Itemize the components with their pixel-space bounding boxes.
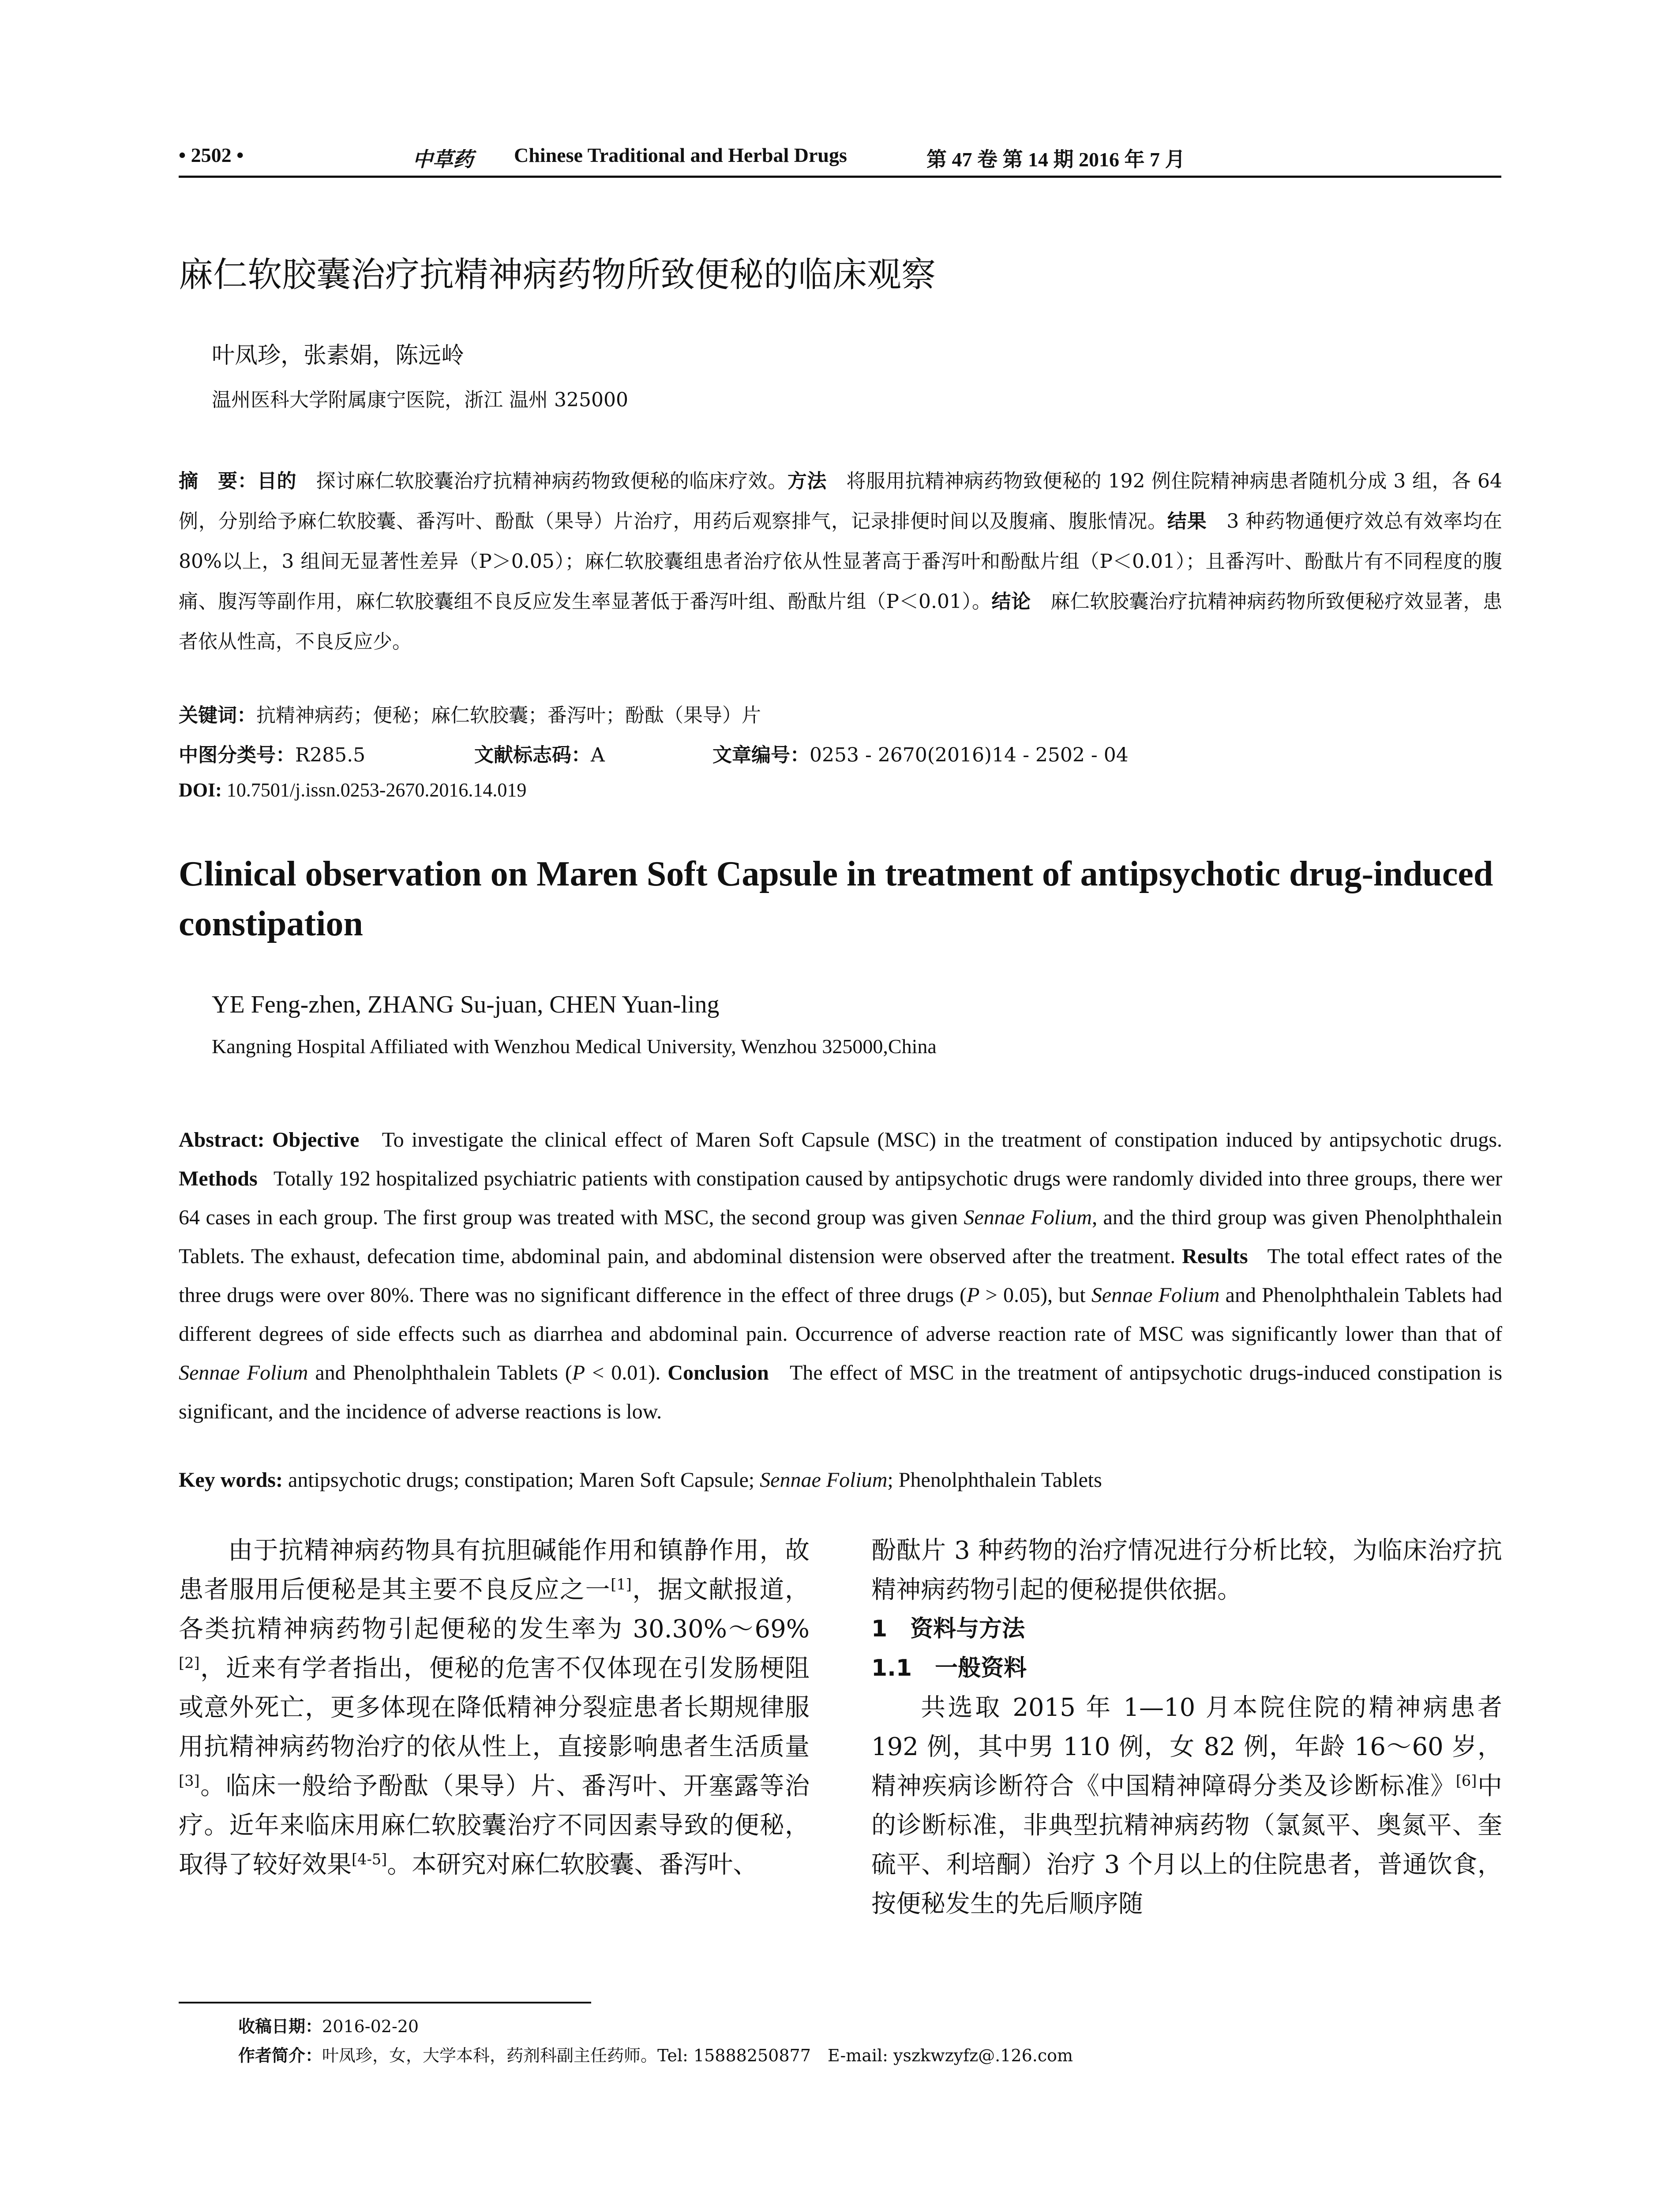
sennae-italic: Sennae Folium bbox=[760, 1468, 888, 1492]
doi-link[interactable]: 10.7501/j.issn.0253-2670.2016.14.019 bbox=[226, 779, 527, 801]
keywords-en bbox=[179, 1468, 1102, 1492]
journal-name-cn: 中草药 bbox=[412, 147, 473, 171]
section-heading-1-1: 1.1 一般资料 bbox=[871, 1655, 1027, 1681]
received-date-line bbox=[238, 2012, 1073, 2041]
citation-ref[interactable]: [6] bbox=[1455, 1772, 1477, 1790]
affiliation-en: Kangning Hospital Affiliated with Wenzhou Medical University, Wenzhou 325000,China bbox=[212, 1035, 937, 1058]
issue-info: 第 47 卷 第 14 期 2016 年 7 月 bbox=[926, 148, 1185, 171]
results-label-cn: 结果 bbox=[1167, 510, 1207, 533]
received-label: 收稿日期： bbox=[238, 2017, 322, 2036]
author-bio-label: 作者简介： bbox=[238, 2046, 322, 2065]
conclusion-en: The effect of MSC in the treatment of antipsychotic drugs-induced constipation is significant, and the incidence of adverse reactions is low. bbox=[179, 1361, 1503, 1423]
methods-en-part1: Totally 192 hospitalized psychiatric patients with constipation caused by antipsychotic drugs were randomly divided into three groups, there wer 64 cases in each group. The first group was treated with MSC, the second group was given bbox=[179, 1167, 1502, 1229]
footnote-rule bbox=[179, 2002, 591, 2003]
keywords-en-part2: ; Phenolphthalein Tablets bbox=[887, 1468, 1102, 1492]
doc-code-label: 文献标志码： bbox=[474, 744, 591, 766]
intro-continued: 酚酞片 3 种药物的治疗情况进行分析比较，为临床治疗抗精神病药物引起的便秘提供依据。 bbox=[871, 1536, 1502, 1604]
doi-label: DOI: bbox=[179, 779, 222, 801]
page-number: • 2502 • bbox=[179, 144, 244, 166]
abstract-en bbox=[179, 1121, 1502, 1431]
conclusion-label-en: Conclusion bbox=[668, 1361, 769, 1384]
doc-code: A bbox=[591, 744, 605, 766]
clc-label: 中图分类号： bbox=[179, 744, 295, 766]
header-rule bbox=[179, 176, 1501, 178]
section-heading-1: 1 资料与方法 bbox=[871, 1616, 1025, 1642]
conclusion-cn: 麻仁软胶囊治疗抗精神病药物所致便秘疗效显著，患者依从性高，不良反应少。 bbox=[179, 590, 1503, 653]
intro-text-4: 。临床一般给予酚酞（果导）片、番泻叶、开塞露等治疗。近年来临床用麻仁软胶囊治疗不同因素导致的便秘，取得了较好效果 bbox=[179, 1772, 810, 1879]
authors-en: YE Feng-zhen, ZHANG Su-juan, CHEN Yuan-ling bbox=[212, 991, 720, 1018]
general-data-paragraph bbox=[871, 1688, 1502, 1924]
classification-line bbox=[179, 739, 1502, 765]
citation-ref[interactable]: [4-5] bbox=[352, 1850, 387, 1868]
intro-paragraph bbox=[179, 1531, 810, 1884]
objective-cn: 探讨麻仁软胶囊治疗抗精神病药物致便秘的临床疗效。 bbox=[316, 470, 788, 492]
keywords-text-cn: 抗精神病药；便秘；麻仁软胶囊；番泻叶；酚酞（果导）片 bbox=[256, 704, 761, 727]
doi-line bbox=[179, 779, 526, 801]
sennae-italic: Sennae Folium bbox=[964, 1206, 1092, 1229]
p-italic: P bbox=[572, 1361, 585, 1384]
citation-ref[interactable]: [1] bbox=[611, 1576, 632, 1593]
keywords-label-en: Key words: bbox=[179, 1468, 283, 1492]
keywords-en-part1: antipsychotic drugs; constipation; Maren Soft Capsule; bbox=[288, 1468, 755, 1492]
title-cn: 麻仁软胶囊治疗抗精神病药物所致便秘的临床观察 bbox=[179, 255, 936, 295]
intro-text-3: ，近来有学者指出，便秘的危害不仅体现在引发肠梗阻或意外死亡，更多体现在降低精神分裂症患者长期规律服用抗精神病药物治疗的依从性上，直接影响患者生活质量 bbox=[179, 1654, 810, 1761]
methods-cn: 将服用抗精神病药物致便秘的 192 例住院精神病患者随机分成 3 组，各 64 例，分别给予麻仁软胶囊、番泻叶、酚酞（果导）片治疗，用药后观察排气，记录排便时间以及腹痛、腹胀情况。 bbox=[179, 470, 1503, 533]
objective-en: To investigate the clinical effect of Maren Soft Capsule (MSC) in the treatment of constipation induced by antipsychotic drugs. bbox=[382, 1128, 1503, 1152]
body-column-right bbox=[871, 1531, 1502, 1924]
results-cn: 3 种药物通便疗效总有效率均在 80%以上，3 组间无显著性差异（P＞0.05）；麻仁软胶囊组患者治疗依从性显著高于番泻叶和酚酞片组（P＜0.01）；且番泻叶、酚酞片有不同程度的腹痛、腹泻等副作用，麻仁软胶囊组不良反应发生率显著低于番泻叶组、酚酞片组（P＜0.01）。 bbox=[179, 510, 1503, 613]
clc-code: R285.5 bbox=[295, 744, 366, 766]
footnotes bbox=[238, 2012, 1073, 2070]
methods-label-en: Methods bbox=[179, 1167, 258, 1190]
abstract-cn bbox=[179, 461, 1502, 662]
general-data-text-2: 中的诊断标准，非典型抗精神病药物（氯氮平、奥氮平、奎硫平、利培酮）治疗 3 个月以上的住院患者，普通饮食，按便秘发生的先后顺序随 bbox=[871, 1772, 1503, 1918]
results-label-en: Results bbox=[1182, 1245, 1248, 1268]
p-italic: P bbox=[967, 1283, 980, 1307]
sennae-italic: Sennae Folium bbox=[179, 1361, 308, 1384]
abstract-label-cn: 摘 要： bbox=[179, 470, 258, 492]
received-date: 2016-02-20 bbox=[322, 2017, 419, 2036]
title-en: Clinical observation on Maren Soft Capsule in treatment of antipsychotic drug-induced constipation bbox=[179, 855, 1493, 943]
running-header bbox=[179, 143, 1502, 174]
citation-ref[interactable]: [2] bbox=[179, 1654, 200, 1672]
results-en-part5: < 0.01). bbox=[585, 1361, 661, 1384]
author-bio: 叶凤珍，女，大学本科，药剂科副主任药师。Tel: 15888250877 E-mail: yszkwzyfz@.126.com bbox=[322, 2046, 1073, 2065]
intro-text-5: 。本研究对麻仁软胶囊、番泻叶、 bbox=[387, 1850, 758, 1879]
intro-text-1: 由于抗精神病药物具有抗胆碱能作用和镇静作用，故患者服用后便秘是其主要不良反应之一 bbox=[179, 1536, 810, 1604]
abstract-label-en: Abstract: bbox=[179, 1128, 265, 1152]
sennae-italic: Sennae Folium bbox=[1091, 1283, 1220, 1307]
article-no-label: 文章编号： bbox=[712, 744, 810, 766]
results-en-part4: and Phenolphthalein Tablets ( bbox=[315, 1361, 572, 1384]
conclusion-label-cn: 结论 bbox=[991, 590, 1031, 613]
authors-cn: 叶凤珍，张素娟，陈远岭 bbox=[212, 342, 465, 369]
body-column-left bbox=[179, 1531, 810, 1884]
objective-label-cn: 目的 bbox=[257, 470, 297, 492]
methods-label-cn: 方法 bbox=[787, 470, 827, 492]
citation-ref[interactable]: [3] bbox=[179, 1772, 200, 1790]
results-en-part2: > 0.05), but bbox=[979, 1283, 1086, 1307]
keywords-cn bbox=[179, 699, 761, 728]
objective-label-en: Objective bbox=[272, 1128, 360, 1152]
intro-text-2: ，据文献报道，各类抗精神病药物引起便秘的发生率为 30.30%～69% bbox=[179, 1576, 810, 1643]
general-data-text-1: 共选取 2015 年 1—10 月本院住院的精神病患者 192 例，其中男 110 例，女 82 例，年龄 16～60 岁，精神疾病诊断符合《中国精神障碍分类及诊断标准》 bbox=[871, 1693, 1502, 1801]
methods-en-part2: , and the third group was given Phenolphthalein Tablets. The exhaust, defecation time, abdominal pain, and abdominal distension were observed after the treatment. bbox=[179, 1206, 1503, 1268]
results-en-part3: and Phenolphthalein Tablets had different degrees of side effects such as diarrhea and abdominal pain. Occurrence of adverse reaction rate of MSC was significantly lower than that of bbox=[179, 1283, 1503, 1346]
article-no: 0253 - 2670(2016)14 - 2502 - 04 bbox=[810, 744, 1129, 766]
journal-name-en: Chinese Traditional and Herbal Drugs bbox=[514, 144, 847, 166]
author-bio-line bbox=[238, 2041, 1073, 2070]
keywords-label-cn: 关键词： bbox=[179, 704, 256, 727]
results-en-part1: The total effect rates of the three drugs were over 80%. There was no significant difference in the effect of three drugs ( bbox=[179, 1245, 1503, 1307]
affiliation-cn: 温州医科大学附属康宁医院，浙江 温州 325000 bbox=[212, 389, 628, 411]
